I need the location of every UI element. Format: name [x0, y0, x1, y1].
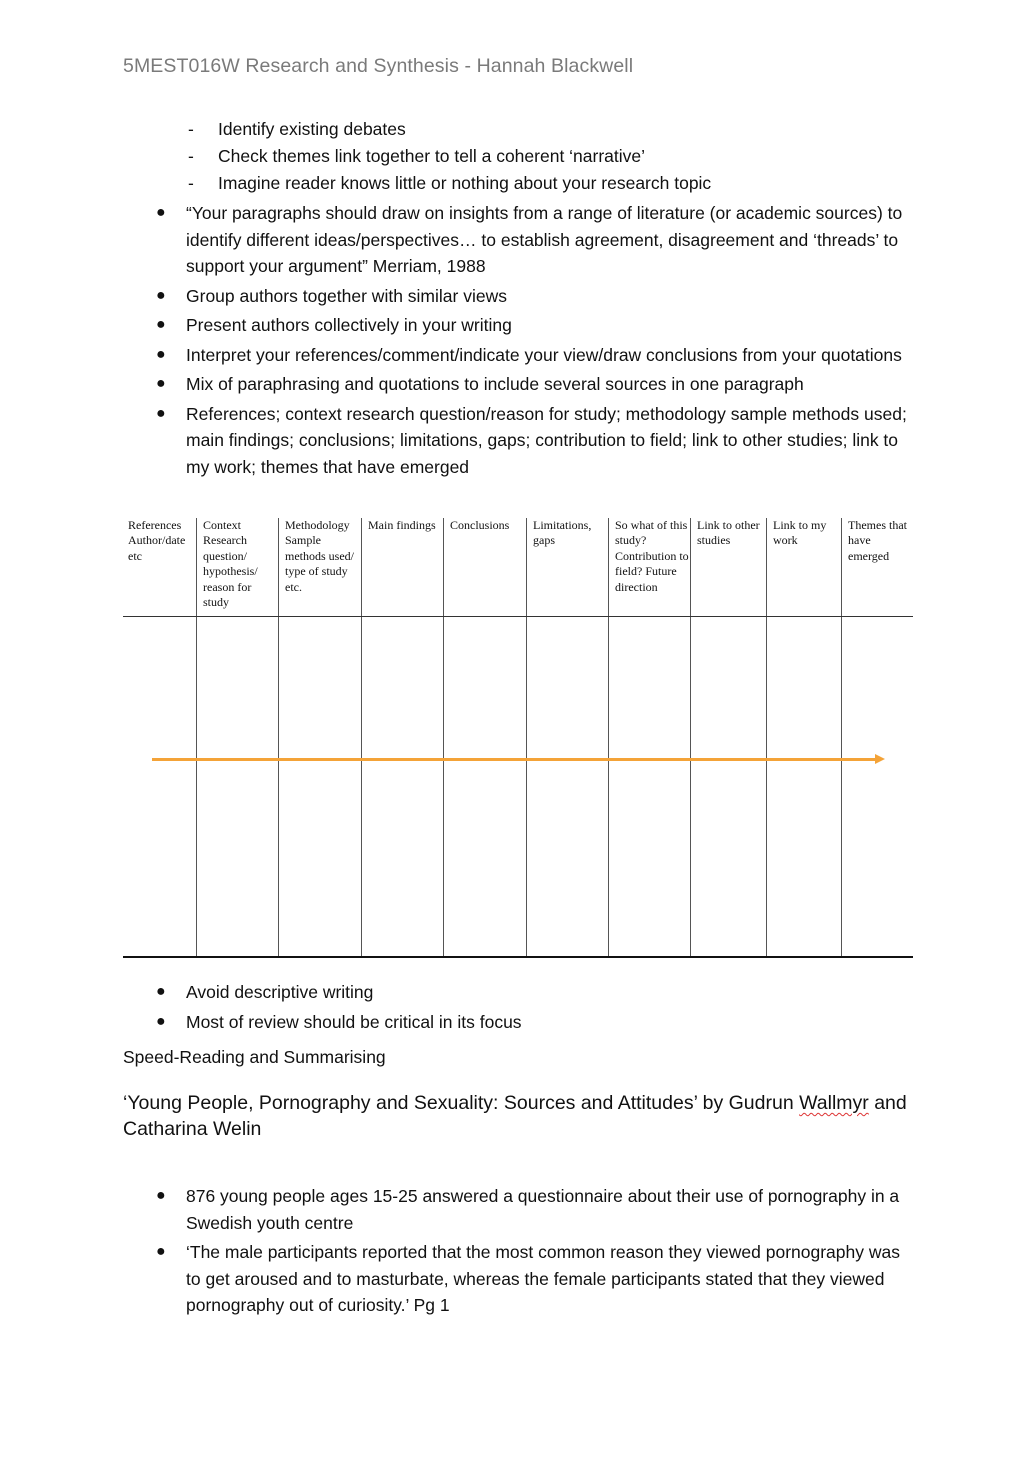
dash-mark: -	[188, 173, 194, 193]
bullet-text: Avoid descriptive writing	[186, 982, 374, 1002]
column-header-themes: Themes that have emerged	[848, 518, 907, 563]
flow-arrow-line	[152, 758, 880, 761]
bullet-text: 876 young people ages 15-25 answered a questionnaire about their use of pornography in a Swedish youth centre	[186, 1186, 900, 1233]
paper-title	[123, 1090, 923, 1142]
bullet-item	[156, 283, 916, 313]
bullet-text: Interpret your references/comment/indicate your view/draw conclusions from your quotations	[186, 344, 902, 365]
bullet-mark: ●	[156, 983, 166, 1000]
bullet-item	[156, 200, 916, 283]
column-header-conclusions: Conclusions	[450, 518, 510, 532]
column-divider	[443, 518, 444, 958]
dash-mark: -	[188, 119, 194, 139]
bullet-text: “Your paragraphs should draw on insights from a range of literature (or academic sources) to identify different ideas/perspectives… to establish agreement, disagreement and ‘threads’ to support your argument” Merriam, 1988	[186, 203, 903, 276]
bullet-item	[156, 371, 916, 401]
column-header-references: References Author/date etc	[128, 518, 186, 563]
bullet-mark: ●	[156, 345, 166, 363]
column-divider	[278, 518, 279, 958]
bullet-text: References; context research question/reason for study; methodology sample methods used; main findings; conclusions; limitations, gaps; contribution to field; link to other studies; link to my work; themes that have emerged	[186, 403, 907, 477]
bullet-text: ‘The male participants reported that the most common reason they viewed pornography was to get aroused and to masturbate, whereas the female participants stated that they viewed pornography out of curiosity.’ Pg 1	[186, 1242, 900, 1315]
dash-mark: -	[188, 146, 194, 166]
bullet-item	[156, 312, 916, 342]
bullet-item	[156, 1009, 916, 1039]
column-divider	[608, 518, 609, 958]
bullet-item	[156, 342, 916, 372]
dash-item	[188, 170, 938, 197]
table-bottom-border	[123, 956, 913, 958]
dash-list	[188, 116, 938, 197]
bullet-mark: ●	[156, 404, 166, 422]
column-divider	[196, 518, 197, 958]
document-header: 5MEST016W Research and Synthesis - Hannah Blackwell	[123, 55, 634, 77]
bullet-item	[156, 401, 916, 484]
column-header-link-other-studies: Link to other studies	[697, 518, 760, 548]
bullet-item	[156, 1239, 916, 1322]
bullet-text: Most of review should be critical in its focus	[186, 1011, 522, 1032]
dash-text: Imagine reader knows little or nothing about your research topic	[218, 173, 712, 193]
column-header-context: Context Research question/ hypothesis/ reason for study	[203, 518, 258, 610]
bullet-mark: ●	[156, 204, 166, 221]
bullet-mark: ●	[156, 286, 166, 304]
bullet-mark: ●	[156, 316, 166, 333]
column-divider	[841, 518, 842, 958]
bullet-list-top	[156, 200, 916, 483]
column-divider	[361, 518, 362, 958]
bullet-mark: ●	[156, 1187, 166, 1204]
column-header-limitations: Limitations, gaps	[533, 518, 592, 548]
dash-text: Identify existing debates	[218, 119, 406, 139]
paper-title-start: ‘Young People, Pornography and Sexuality: Sources and Attitudes’ by Gudrun	[123, 1092, 800, 1114]
paper-title-end: and Catharina Welin	[123, 1092, 907, 1140]
spellcheck-flagged-word: Wallmyr	[799, 1092, 869, 1114]
bullet-text: Group authors together with similar views	[186, 285, 507, 306]
column-header-main-findings: Main findings	[368, 518, 436, 532]
bullet-list-mid	[156, 979, 916, 1038]
bullet-mark: ●	[156, 1012, 166, 1030]
bullet-item	[156, 1183, 916, 1239]
column-divider	[766, 518, 767, 958]
dash-text: Check themes link together to tell a coherent ‘narrative’	[218, 146, 646, 166]
column-divider	[690, 518, 691, 958]
bullet-text: Mix of paraphrasing and quotations to include several sources in one paragraph	[186, 374, 804, 394]
dash-item	[188, 143, 938, 170]
bullet-item	[156, 979, 916, 1009]
column-header-methodology: Methodology Sample methods used/ type of study etc.	[285, 518, 354, 594]
section-heading: Speed-Reading and Summarising	[123, 1047, 386, 1067]
bullet-list-bottom	[156, 1183, 916, 1322]
bullet-mark: ●	[156, 1243, 166, 1260]
bullet-mark: ●	[156, 375, 166, 392]
dash-item	[188, 116, 938, 143]
column-header-so-what: So what of this study? Contribution to field? Future direction	[615, 518, 689, 594]
column-divider	[526, 518, 527, 958]
arrow-right-icon	[875, 754, 885, 764]
column-header-link-my-work: Link to my work	[773, 518, 827, 548]
bullet-text: Present authors collectively in your writing	[186, 315, 512, 335]
header-row-divider	[123, 616, 913, 617]
